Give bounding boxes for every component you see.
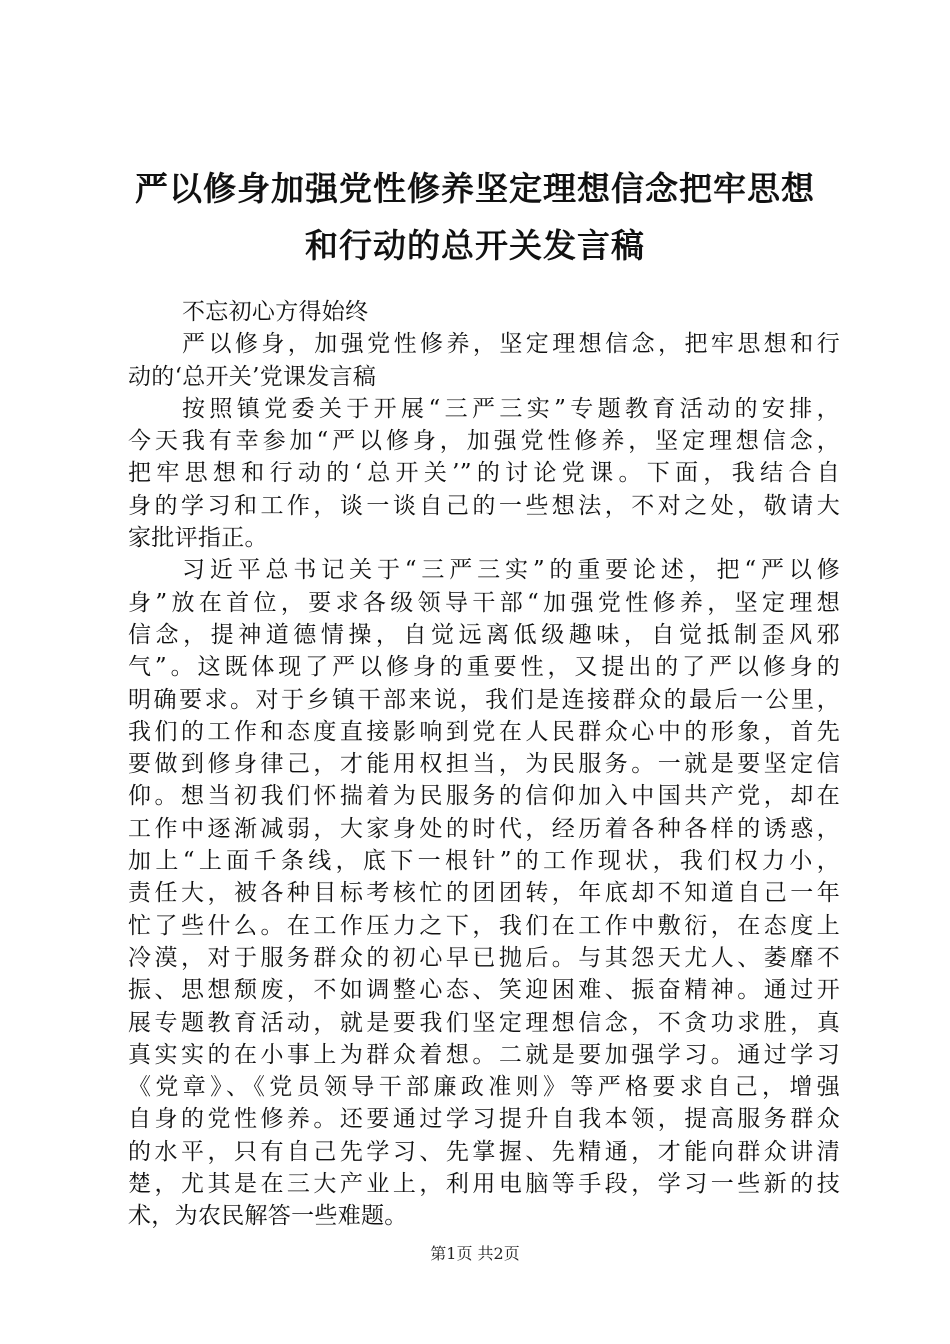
body-line: 加上“上面千条线，底下一根针”的工作现状，我们权力小， (128, 848, 840, 875)
title-line-1: 严以修身加强党性修养坚定理想信念把牢思想 (135, 169, 815, 208)
body-line: 冷漠，对于服务群众的初心早已抛后。与其怨天尤人、萎靡不 (128, 944, 840, 971)
body-line: 家批评指正。 (128, 525, 268, 552)
body-line: 不忘初心方得始终 (182, 299, 369, 325)
body-line: 振、思想颓废，不如调整心态、笑迎困难、振奋精神。通过开 (128, 977, 840, 1004)
body-line: 楚，尤其是在三大产业上，利用电脑等手段，学习一些新的技 (128, 1171, 840, 1198)
body-line: 我们的工作和态度直接影响到党在人民群众心中的形象，首先 (128, 718, 840, 745)
title-line-2: 和行动的总开关发言稿 (305, 226, 645, 265)
body-line: 真实实的在小事上为群众着想。二就是要加强学习。通过学习 (128, 1041, 840, 1068)
body-line: 气”。这既体现了严以修身的重要性，又提出的了严以修身的 (128, 654, 840, 681)
body-line: 身”放在首位，要求各级领导干部“加强党性修养，坚定理想 (128, 589, 840, 616)
body-line: 动的‘总开关’党课发言稿 (128, 363, 377, 390)
body-line: 今天我有幸参加“严以修身，加强党性修养，坚定理想信念， (128, 428, 840, 455)
body-line: 按照镇党委关于开展“三严三实”专题教育活动的安排， (182, 395, 840, 422)
body-line: 术，为农民解答一些难题。 (128, 1203, 408, 1230)
body-line: 信念，提神道德情操，自觉远离低级趣味，自觉抵制歪风邪 (128, 621, 840, 648)
body-line: 身的学习和工作，谈一谈自己的一些想法，不对之处，敬请大 (128, 492, 840, 519)
body-line: 自身的党性修养。还要通过学习提升自我本领，提高服务群众 (128, 1106, 840, 1133)
body-line: 仰。想当初我们怀揣着为民服务的信仰加入中国共产党，却在 (128, 783, 840, 810)
body-line: 展专题教育活动，就是要我们坚定理想信念，不贪功求胜，真 (128, 1009, 840, 1036)
page-number-footer: 第1页 共2页 (430, 1244, 520, 1263)
body-line: 的水平，只有自己先学习、先掌握、先精通，才能向群众讲清 (128, 1138, 840, 1165)
body-line: 明确要求。对于乡镇干部来说，我们是连接群众的最后一公里， (128, 686, 840, 713)
body-line: 忙了些什么。在工作压力之下，我们在工作中敷衍，在态度上 (128, 912, 840, 939)
body-line: 责任大，被各种目标考核忙的团团转，年底却不知道自己一年 (128, 880, 840, 907)
body-line: 严以修身，加强党性修养，坚定理想信念，把牢思想和行 (182, 331, 840, 358)
document-title (110, 160, 840, 274)
body-line: 要做到修身律己，才能用权担当，为民服务。一就是要坚定信 (128, 751, 840, 778)
document-body (128, 296, 840, 1233)
body-line: 《党章》、《党员领导干部廉政准则》等严格要求自己，增强 (128, 1074, 840, 1101)
body-line: 把牢思想和行动的‘总开关’”的讨论党课。下面，我结合自 (128, 460, 840, 487)
body-line: 习近平总书记关于“三严三实”的重要论述，把“严以修 (182, 557, 840, 584)
body-line: 工作中逐渐减弱，大家身处的时代，经历着各种各样的诱惑， (128, 815, 840, 842)
